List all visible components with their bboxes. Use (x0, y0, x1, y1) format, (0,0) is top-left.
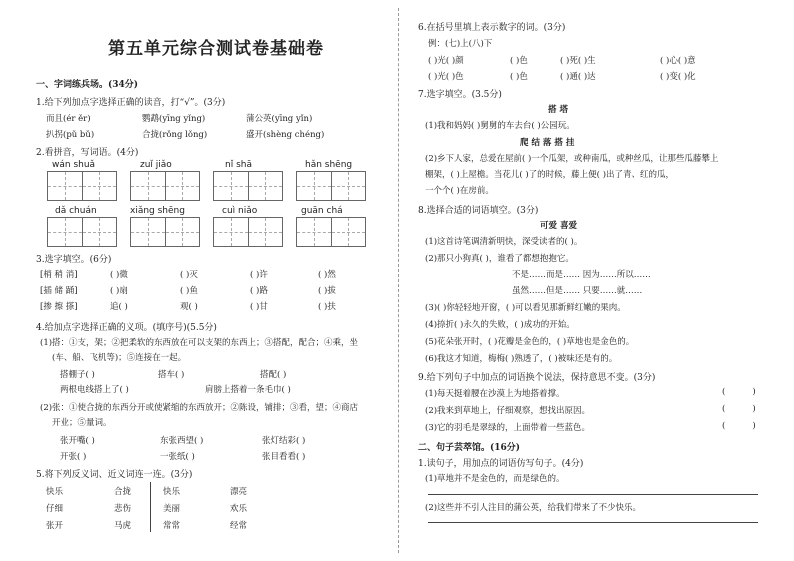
q4-blank[interactable]: 张目看看( ) (262, 452, 306, 462)
q5-word[interactable]: 欢乐 (230, 504, 248, 514)
q5-word[interactable]: 漂亮 (230, 487, 248, 497)
q4-blank[interactable]: 两根电线搭上了( ) (60, 385, 129, 395)
q3-group: [掺 擦 搽] (40, 302, 78, 312)
q4-stem: 4.给加点字选择正确的义项。(填序号)(5.5分) (36, 323, 217, 333)
q6-stem: 6.在括号里填上表示数字的词。(3分) (418, 23, 566, 33)
pinyin-label: guān chá (301, 206, 343, 216)
q6-blank[interactable]: ( )光( )色 (428, 72, 464, 82)
q5-stem: 5.将下列反义词、近义词连一连。(3分) (36, 470, 193, 480)
q7-stem: 7.选字填空。(3.5分) (418, 90, 502, 100)
writing-grid[interactable] (130, 171, 200, 201)
q10-sentence: (1)草地并不是金色的，而是绿色的。 (425, 474, 565, 484)
q6-blank[interactable]: ( )色 (510, 72, 528, 82)
q1-item[interactable]: 鹦鹉(yīng yǐng) (142, 114, 206, 124)
q3-blank[interactable]: ( )然 (318, 270, 336, 280)
q8-sentence[interactable]: (2)那只小狗真( )，谁看了都想抱抱它。 (425, 254, 574, 264)
section-1-heading: 一、字词练兵场。(34分) (36, 80, 139, 90)
q9-sentence: (2)我来到草地上，仔细观察，想找出原因。 (425, 406, 591, 416)
writing-grid[interactable] (130, 217, 200, 247)
q4-blank[interactable]: 搭车( ) (158, 370, 185, 380)
q8-conjunctions: 不是……而是…… 因为……所以…… (512, 270, 651, 280)
q5-word[interactable]: 经常 (230, 521, 248, 531)
q5-word[interactable]: 张开 (46, 521, 64, 531)
q5-word[interactable]: 马虎 (114, 521, 132, 531)
q4-blank[interactable]: 搭棚子( ) (60, 370, 95, 380)
pinyin-label: zuǐ jiǎo (140, 160, 172, 170)
q8-sentence[interactable]: (5)花朵张开时，( )花瓣是金色的，( )草地也是金色的。 (425, 337, 635, 347)
pinyin-label: nǐ shā (225, 160, 252, 170)
q1-item[interactable]: 而且(ér ěr) (46, 114, 91, 124)
pinyin-label: xiǎng shēng (130, 206, 185, 216)
q2-stem: 2.看拼音，写词语。(4分) (36, 148, 139, 158)
q6-example: 例：(七)上(八)下 (428, 39, 493, 49)
q4-blank[interactable]: 一张纸( ) (160, 452, 195, 462)
q3-blank[interactable]: 观( ) (180, 302, 198, 312)
q7-sentence[interactable]: 棚架，( )上屋檐。当花儿( )了的时候，藤上便( )出了青、红的瓜， (425, 170, 675, 180)
q6-blank[interactable]: ( )色 (510, 56, 528, 66)
q4-blank[interactable]: 张灯结彩( ) (262, 436, 306, 446)
q3-group: [梢 稍 消] (40, 270, 78, 280)
q9-answer-blank[interactable]: ( ) (722, 404, 756, 414)
q6-blank[interactable]: ( )心( )意 (660, 56, 696, 66)
writing-grid[interactable] (47, 171, 117, 201)
q3-stem: 3.选字填空。(6分) (36, 255, 112, 265)
pinyin-label: dǎ chuán (55, 206, 97, 216)
q9-stem: 9.给下列句子中加点的词语换个说法，保持意思不变。(3分) (418, 373, 656, 383)
q5-word[interactable]: 悲伤 (114, 504, 132, 514)
q5-word[interactable]: 仔细 (46, 504, 64, 514)
section-2-heading: 二、句子芸萃馆。(16分) (418, 443, 521, 453)
q3-blank[interactable]: ( )微 (110, 270, 128, 280)
q3-blank[interactable]: ( )灭 (180, 270, 198, 280)
writing-grid[interactable] (296, 171, 366, 201)
writing-grid[interactable] (47, 217, 117, 247)
q9-answer-blank[interactable]: ( ) (722, 387, 756, 397)
q7-sentence[interactable]: (1)我和妈妈( )舅舅的车去台( )公园玩。 (425, 121, 575, 131)
q8-options: 可爱 喜爱 (540, 221, 577, 231)
page-title: 第五单元综合测试卷基础卷 (108, 39, 324, 59)
q8-stem: 8.选择合适的词语填空。(3分) (418, 206, 539, 216)
writing-grid[interactable] (213, 217, 283, 247)
q6-blank[interactable]: ( )通( )达 (560, 72, 596, 82)
q1-item[interactable]: 盛开(shèng chéng) (246, 130, 325, 140)
answer-line[interactable] (428, 522, 758, 523)
q5-word[interactable]: 美丽 (163, 504, 181, 514)
pinyin-label: cuì niǎo (222, 206, 258, 216)
q3-group: [插 储 踊] (40, 286, 78, 296)
q3-blank[interactable]: 追( ) (110, 302, 128, 312)
q4-blank[interactable]: 东张西望( ) (160, 436, 204, 446)
q8-sentence[interactable]: (4)捺折( )永久的失败，( )成功的开始。 (425, 320, 575, 330)
q10-stem: 1.读句子，用加点的词语仿写句子。(4分) (418, 459, 584, 469)
q1-item[interactable]: 蒲公英(yīng yǐn) (246, 114, 313, 124)
q9-answer-blank[interactable]: ( ) (722, 421, 756, 431)
q1-item[interactable]: 扒拐(pǔ bǔ) (46, 130, 95, 140)
q8-sentence[interactable]: (1)这首诗笔调清新明快，深受读者的( )。 (425, 237, 583, 247)
q3-blank[interactable]: ( )路 (250, 286, 268, 296)
q6-blank[interactable]: ( )死( )生 (560, 56, 596, 66)
q4-blank[interactable]: 开张( ) (60, 452, 87, 462)
q3-blank[interactable]: ( )拔 (318, 286, 336, 296)
q8-sentence[interactable]: (6)我这才知道，梅梅( )熟透了，( )被味还是有的。 (425, 354, 618, 364)
writing-grid[interactable] (296, 217, 366, 247)
q3-blank[interactable]: ( )扶 (318, 302, 336, 312)
q1-item[interactable]: 合拢(rǒng lǒng) (142, 130, 208, 140)
q7-sentence[interactable]: (2)乡下人家，总爱在屋前( )一个瓜架，或种南瓜，或种丝瓜，让那些瓜藤攀上 (425, 154, 719, 164)
q7-sentence[interactable]: 一个个( )在房前。 (425, 186, 494, 196)
q7-options: 爬 结 落 搭 挂 (520, 138, 575, 148)
q4-blank[interactable]: 搭配( ) (260, 370, 287, 380)
q1-stem: 1.给下列加点字选择正确的读音，打“√”。(3分) (36, 98, 226, 108)
q9-sentence: (1)每天挺着腰在沙漠上为地搭着撑。 (425, 389, 565, 399)
q4-definition: (1)搭：①支，架；②把柔软的东西放在可以支架的东西上；③搭配，配合；④乘，坐 (40, 338, 359, 348)
answer-line[interactable] (428, 494, 758, 495)
q5-word[interactable]: 合拢 (114, 487, 132, 497)
q8-sentence[interactable]: (3)( )你轻轻地开窗，( )可以看见那新鲜红嫩的果肉。 (425, 303, 626, 313)
writing-grid[interactable] (213, 171, 283, 201)
q5-separator (150, 482, 151, 532)
q3-blank[interactable]: ( )许 (250, 270, 268, 280)
q4-blank[interactable]: 肩膀上搭着一条毛巾( ) (205, 385, 291, 395)
q4-definition: (2)张：①使合拢的东西分开或使紧缩的东西放开；②陈设，铺排；③看，望；④商店 (40, 403, 359, 413)
q6-blank[interactable]: ( )光( )颜 (428, 56, 464, 66)
q5-word[interactable]: 快乐 (163, 487, 181, 497)
q4-definition: (车、船、飞机等)；⑤连接在一起。 (52, 353, 187, 363)
pinyin-label: hǎn shēng (305, 160, 353, 170)
q4-definition: 开业；⑤量词。 (52, 418, 112, 428)
pinyin-label: wán shuǎ (52, 160, 96, 170)
q3-blank[interactable]: ( )鱼 (180, 286, 198, 296)
page-divider (398, 8, 399, 553)
q5-word[interactable]: 常常 (163, 521, 181, 531)
q10-sentence: (2)这些并不引人注目的蒲公英，给我们带来了不少快乐。 (425, 503, 642, 513)
q9-sentence: (3)它的羽毛是翠绿的，上面带着一些蓝色。 (425, 423, 591, 433)
q6-blank[interactable]: ( )变( )化 (660, 72, 696, 82)
q8-conjunctions: 虽然……但是…… 只要……就…… (512, 286, 643, 296)
q3-blank[interactable]: ( )甘 (250, 302, 268, 312)
q7-options: 搭 塔 (548, 105, 568, 115)
q4-blank[interactable]: 张开嘴( ) (60, 436, 95, 446)
q5-word[interactable]: 快乐 (46, 487, 64, 497)
q3-blank[interactable]: ( )扇 (110, 286, 128, 296)
